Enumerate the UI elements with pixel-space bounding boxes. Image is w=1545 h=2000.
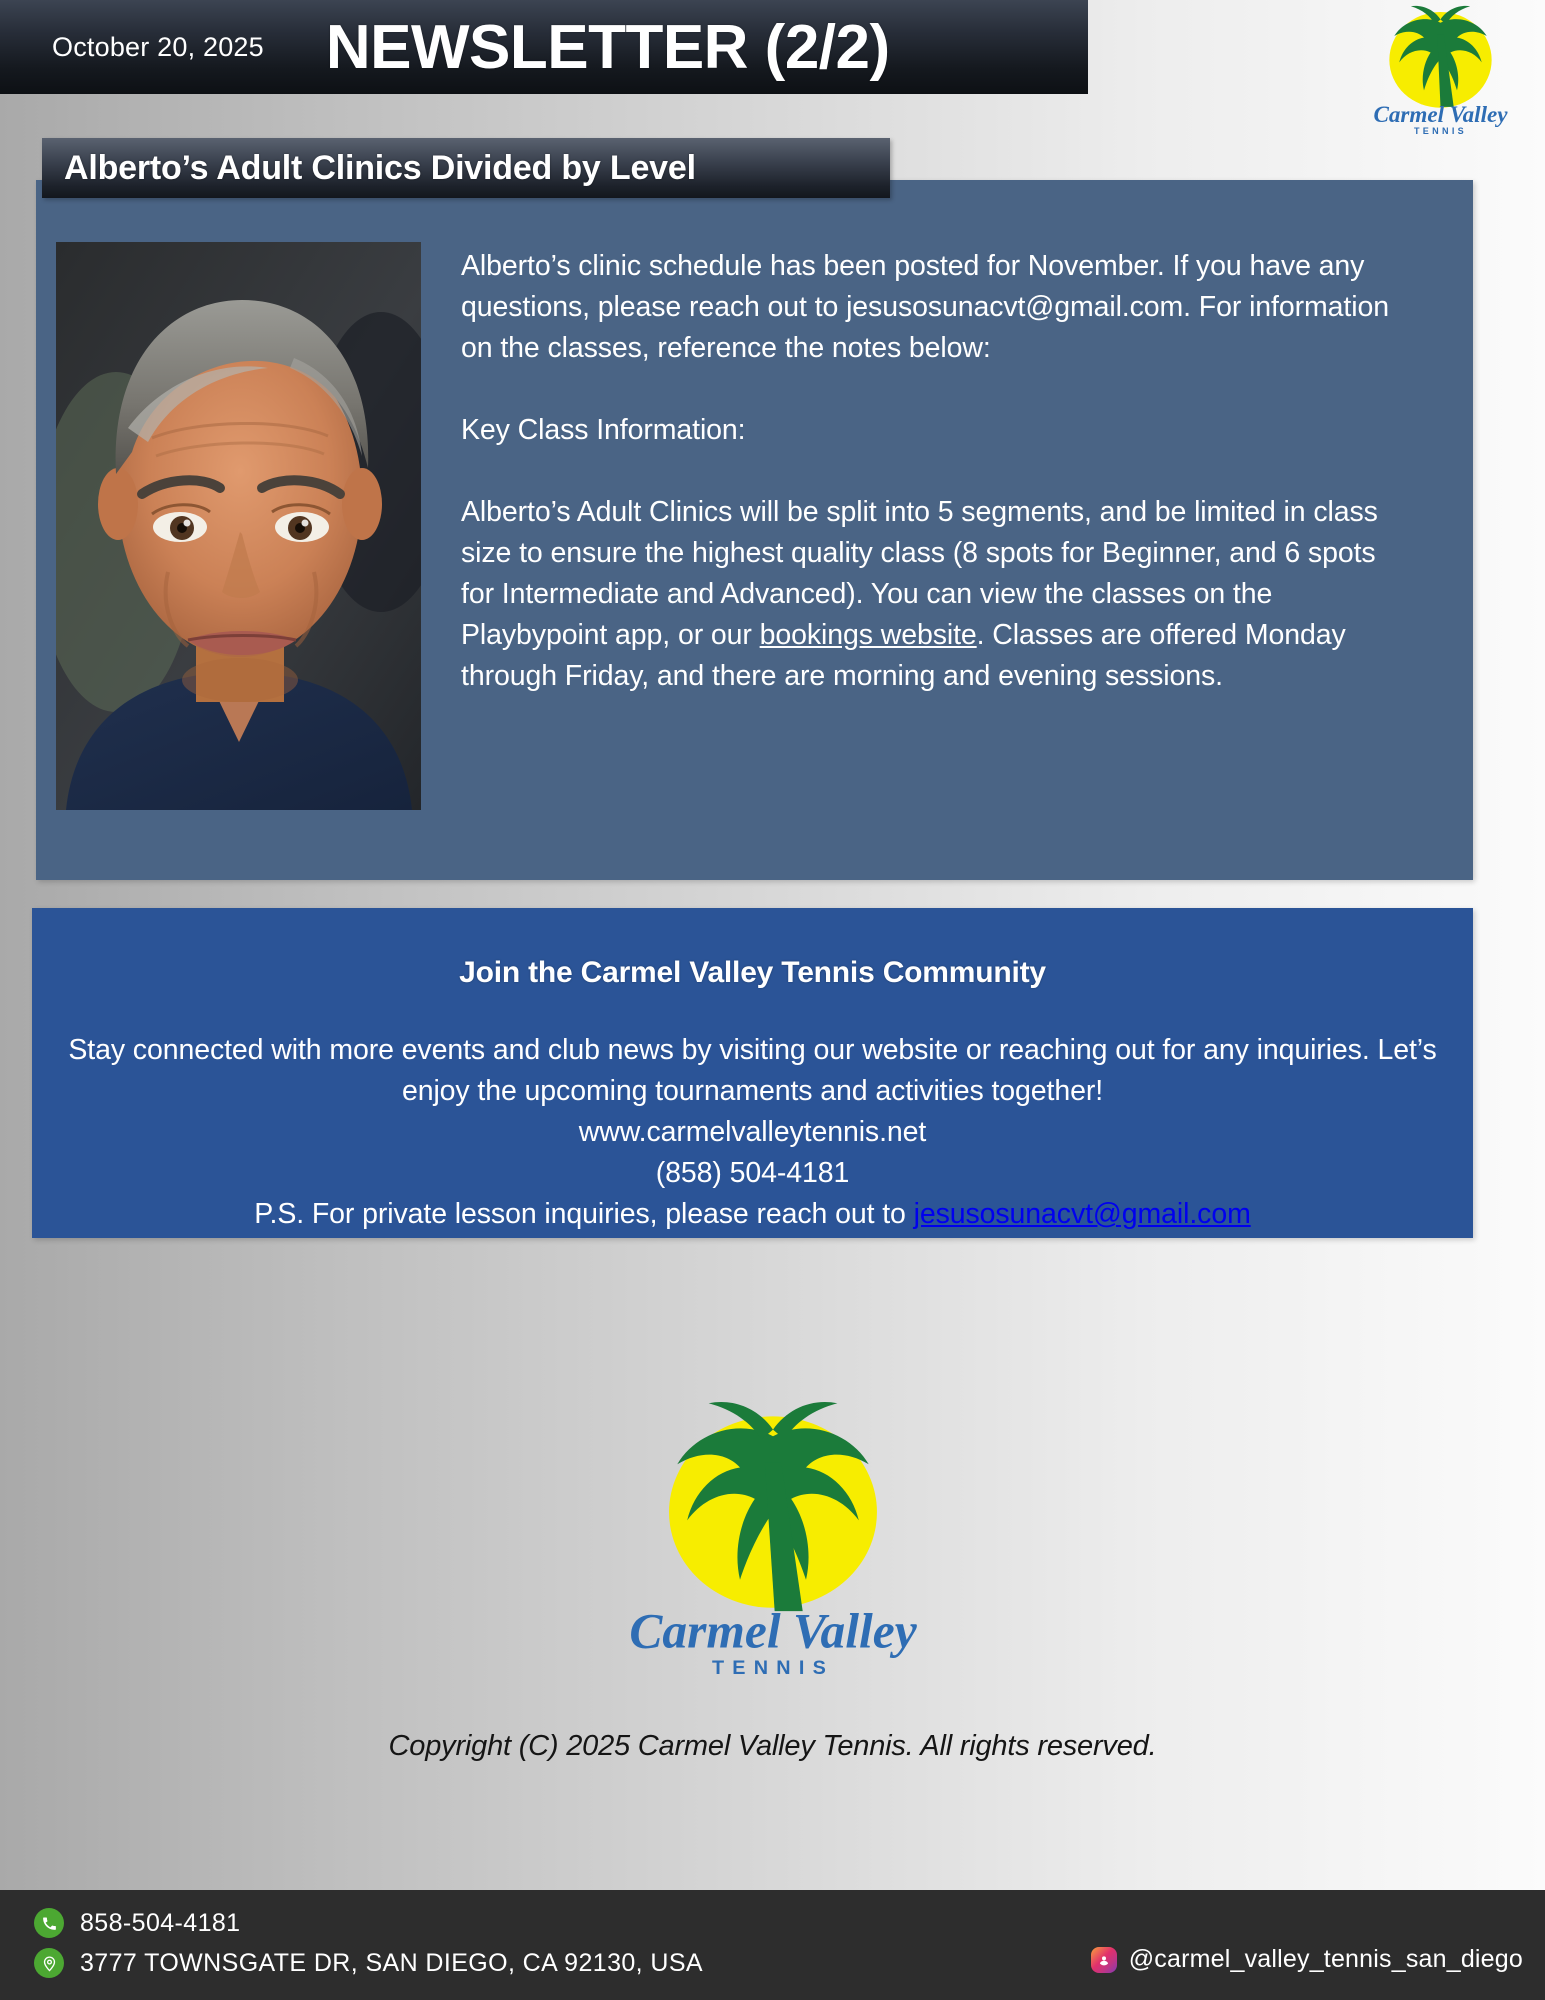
brand-logo-footer [608, 1390, 938, 1680]
footer-phone-text: 858-504-4181 [80, 1908, 241, 1937]
footer-bar [0, 1890, 1545, 2000]
footer-logo-sub: TENNIS [711, 1656, 834, 1679]
footer-address-text: 3777 TOWNSGATE DR, SAN DIEGO, CA 92130, USA [80, 1948, 703, 1977]
community-email-link[interactable]: jesusosunacvt@gmail.com [913, 1198, 1251, 1230]
community-body [32, 1030, 1473, 1235]
community-box [32, 908, 1473, 1238]
footer-logo-script: Carmel Valley [628, 1603, 917, 1659]
community-heading: Join the Carmel Valley Tennis Community [459, 956, 1046, 989]
clinic-paragraph-3-lead: Alberto’s Adult Clinics will be split into 5 segments, and be limited in class size to ensure the highest quality class (8 spots for Beginner, and 6 spots for Intermediate and Advanced). You can view the classes on the Playbypoint app, or our [461, 496, 1378, 651]
clinic-body-text [461, 242, 1403, 860]
copyright-text: Copyright (C) 2025 Carmel Valley Tennis. All rights reserved. [388, 1730, 1157, 1762]
location-pin-icon [34, 1948, 64, 1978]
community-website: www.carmelvalleytennis.net [578, 1116, 927, 1148]
spacer [461, 451, 1403, 492]
clinic-section-title [42, 138, 890, 198]
svg-text:TENNIS: TENNIS [1413, 126, 1468, 137]
page-title: NEWSLETTER (2/2) [325, 12, 890, 82]
clinic-paragraph-3 [461, 492, 1403, 697]
svg-text:Carmel Valley: Carmel Valley [1373, 100, 1508, 127]
footer-contact-block [34, 1908, 703, 1978]
spacer [461, 369, 1403, 410]
footer-instagram-row[interactable] [1091, 1945, 1523, 1974]
footer-instagram-text: @carmel_valley_tennis_san_diego [1128, 1945, 1523, 1973]
header-bar [0, 0, 1088, 94]
community-ps-prefix: P.S. For private lesson inquiries, please reach out to [254, 1198, 914, 1230]
clinic-paragraph-1: Alberto’s clinic schedule has been posted for November. If you have any questions, please reach out to jesusosunacvt@gmail.com. For information on the classes, reference the notes below: [461, 250, 1389, 364]
newsletter-date: October 20, 2025 [52, 31, 264, 62]
bookings-website-link[interactable]: bookings website [759, 619, 977, 651]
footer-address-row[interactable] [34, 1948, 703, 1978]
phone-icon [34, 1908, 64, 1938]
community-line-1: Stay connected with more events and club news by visiting our website or reaching out for any inquiries. Let’s enjoy the upcoming tournaments and activities together! [68, 1034, 1437, 1107]
clinic-content-box [36, 180, 1473, 880]
community-phone: (858) 504-4181 [655, 1157, 850, 1189]
clinic-paragraph-3-tail: . Classes are offered Monday through Friday, and there are morning and evening sessions. [461, 619, 1346, 692]
footer-phone-row[interactable] [34, 1908, 703, 1938]
clinic-section-title-text: Alberto’s Adult Clinics Divided by Level [64, 148, 696, 187]
coach-portrait-photo [56, 242, 421, 810]
community-line-4 [68, 1194, 1437, 1235]
brand-logo-header [1358, 0, 1523, 138]
clinic-paragraph-2: Key Class Information: [461, 414, 746, 446]
instagram-icon [1091, 1947, 1117, 1973]
